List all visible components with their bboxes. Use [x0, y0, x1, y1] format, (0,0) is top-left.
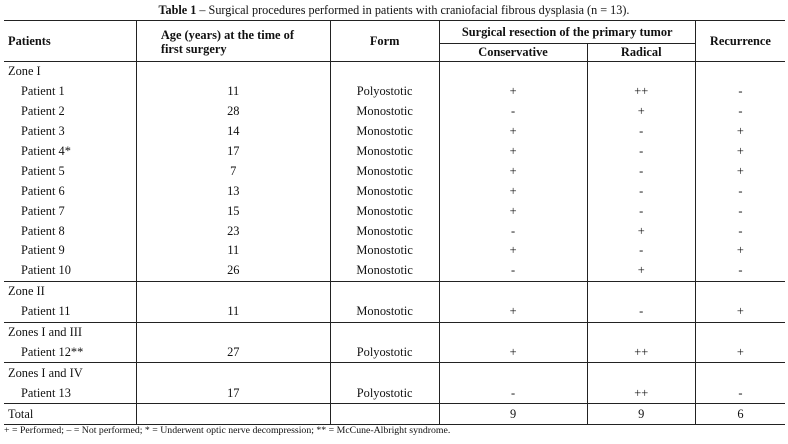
- cell-patient: Patient 4*: [4, 142, 136, 162]
- zone-empty-cell: [330, 322, 439, 342]
- zone-empty-cell: [439, 363, 587, 383]
- cell-conservative: +: [439, 122, 587, 142]
- zone-empty-cell: [587, 363, 695, 383]
- cell-patient: Patient 12**: [4, 342, 136, 362]
- cell-conservative: +: [439, 241, 587, 261]
- cell-radical: -: [587, 181, 695, 201]
- table-label: Table 1: [158, 3, 197, 17]
- cell-age: 11: [136, 241, 330, 261]
- cell-form: Monostotic: [330, 221, 439, 241]
- cell-radical: +: [587, 221, 695, 241]
- table-row: [4, 261, 785, 281]
- cell-recurrence: -: [738, 104, 743, 119]
- zone-empty-cell: [330, 363, 439, 383]
- cell-radical: -: [587, 161, 695, 181]
- cell-conservative: +: [439, 161, 587, 181]
- zone-empty-cell: [136, 281, 330, 301]
- cell-recurrence: +: [736, 304, 744, 319]
- table-row: [4, 221, 785, 241]
- table-row: [4, 142, 785, 162]
- cell-recurrence: -: [738, 203, 743, 218]
- cell-age: 15: [136, 201, 330, 221]
- cell-recurrence: +: [736, 344, 744, 359]
- zone-empty-cell: [330, 281, 439, 301]
- total-row: [4, 404, 785, 425]
- table-caption: [0, 2, 788, 18]
- table-body: [4, 62, 785, 404]
- zone-row: [4, 281, 785, 301]
- cell-patient: Patient 13: [4, 383, 136, 403]
- cell-age: 7: [136, 161, 330, 181]
- cell-conservative: +: [439, 142, 587, 162]
- header-conservative: Conservative: [439, 44, 587, 62]
- cell-recurrence: +: [736, 163, 744, 178]
- header-age-line2: first surgery: [160, 42, 227, 56]
- table-caption-text: – Surgical procedures performed in patients with craniofacial fibrous dysplasia (n = 13).: [196, 3, 630, 17]
- table-row: [4, 181, 785, 201]
- header-row-1: [4, 21, 785, 44]
- cell-age: 11: [136, 302, 330, 322]
- cell-conservative: +: [439, 201, 587, 221]
- header-resection: Surgical resection of the primary tumor: [439, 21, 695, 44]
- cell-age: 23: [136, 221, 330, 241]
- cell-radical: ++: [587, 342, 695, 362]
- cell-conservative: +: [439, 342, 587, 362]
- total-radical: 9: [587, 404, 695, 425]
- zone-empty-cell: [695, 363, 785, 383]
- cell-age: 17: [136, 142, 330, 162]
- cell-conservative: -: [439, 102, 587, 122]
- procedures-table: [4, 20, 785, 425]
- cell-form: Monostotic: [330, 122, 439, 142]
- cell-age: 26: [136, 261, 330, 281]
- table-footer: [4, 404, 785, 425]
- zone-label: Zone II: [4, 281, 136, 301]
- cell-recurrence: -: [738, 263, 743, 278]
- cell-recurrence: -: [738, 84, 743, 99]
- total-label: Total: [4, 404, 136, 425]
- cell-conservative: -: [439, 221, 587, 241]
- cell-age: 13: [136, 181, 330, 201]
- cell-patient: Patient 7: [4, 201, 136, 221]
- cell-patient: Patient 9: [4, 241, 136, 261]
- cell-form: Monostotic: [330, 102, 439, 122]
- cell-patient: Patient 1: [4, 82, 136, 102]
- table-row: [4, 82, 785, 102]
- cell-conservative: -: [439, 383, 587, 403]
- cell-recurrence: -: [738, 385, 743, 400]
- zone-label: Zone I: [4, 62, 136, 82]
- cell-form: Monostotic: [330, 181, 439, 201]
- cell-radical: +: [587, 102, 695, 122]
- zone-empty-cell: [587, 322, 695, 342]
- cell-radical: -: [587, 201, 695, 221]
- zone-label: Zones I and IV: [4, 363, 136, 383]
- header-form: Form: [330, 21, 439, 62]
- zone-empty-cell: [695, 281, 785, 301]
- cell-form: Monostotic: [330, 161, 439, 181]
- table-row: [4, 122, 785, 142]
- cell-radical: -: [587, 241, 695, 261]
- cell-age: 14: [136, 122, 330, 142]
- cell-age: 28: [136, 102, 330, 122]
- cell-radical: ++: [587, 383, 695, 403]
- zone-empty-cell: [695, 322, 785, 342]
- cell-patient: Patient 5: [4, 161, 136, 181]
- cell-radical: ++: [587, 82, 695, 102]
- cell-form: Polyostotic: [330, 82, 439, 102]
- zone-row: [4, 62, 785, 82]
- cell-age: 17: [136, 383, 330, 403]
- zone-empty-cell: [136, 322, 330, 342]
- header-recurrence: Recurrence: [695, 21, 785, 62]
- cell-radical: -: [587, 302, 695, 322]
- cell-patient: Patient 11: [4, 302, 136, 322]
- zone-empty-cell: [587, 62, 695, 82]
- cell-radical: +: [587, 261, 695, 281]
- zone-empty-cell: [439, 281, 587, 301]
- total-form-cell: [330, 404, 439, 425]
- zone-empty-cell: [695, 62, 785, 82]
- total-age-cell: [136, 404, 330, 425]
- table-row: [4, 201, 785, 221]
- cell-recurrence: -: [738, 223, 743, 238]
- cell-form: Monostotic: [330, 201, 439, 221]
- table-row: [4, 302, 785, 322]
- cell-age: 11: [136, 82, 330, 102]
- cell-form: Monostotic: [330, 142, 439, 162]
- zone-empty-cell: [439, 322, 587, 342]
- zone-label: Zones I and III: [4, 322, 136, 342]
- cell-conservative: +: [439, 302, 587, 322]
- table-footnote: + = Performed; – = Not performed; * = Underwent optic nerve decompression; ** = McCune-Albright syndrome.: [4, 425, 451, 436]
- zone-row: [4, 363, 785, 383]
- total-conservative: 9: [439, 404, 587, 425]
- cell-conservative: -: [439, 261, 587, 281]
- cell-recurrence: +: [736, 243, 744, 258]
- cell-patient: Patient 6: [4, 181, 136, 201]
- table-row: [4, 161, 785, 181]
- cell-form: Monostotic: [330, 261, 439, 281]
- cell-conservative: +: [439, 181, 587, 201]
- cell-patient: Patient 10: [4, 261, 136, 281]
- cell-form: Polyostotic: [330, 342, 439, 362]
- zone-empty-cell: [330, 62, 439, 82]
- cell-recurrence: +: [736, 124, 744, 139]
- zone-empty-cell: [587, 281, 695, 301]
- cell-patient: Patient 8: [4, 221, 136, 241]
- cell-patient: Patient 2: [4, 102, 136, 122]
- table-row: [4, 102, 785, 122]
- cell-form: Monostotic: [330, 302, 439, 322]
- table-row: [4, 383, 785, 403]
- cell-radical: -: [587, 142, 695, 162]
- header-patients: Patients: [4, 21, 136, 62]
- header-age-line1: Age (years) at the time of: [160, 28, 294, 42]
- header-radical: Radical: [587, 44, 695, 62]
- cell-conservative: +: [439, 82, 587, 102]
- cell-radical: -: [587, 122, 695, 142]
- cell-recurrence: -: [738, 183, 743, 198]
- cell-recurrence: +: [736, 144, 744, 158]
- table-row: [4, 342, 785, 362]
- header-age: [136, 21, 330, 62]
- cell-patient: Patient 3: [4, 122, 136, 142]
- cell-form: Polyostotic: [330, 383, 439, 403]
- cell-age: 27: [136, 342, 330, 362]
- cell-form: Monostotic: [330, 241, 439, 261]
- zone-empty-cell: [136, 62, 330, 82]
- zone-empty-cell: [136, 363, 330, 383]
- zone-row: [4, 322, 785, 342]
- zone-empty-cell: [439, 62, 587, 82]
- table-header: [4, 21, 785, 62]
- table-row: [4, 241, 785, 261]
- total-recurrence: 6: [695, 404, 785, 425]
